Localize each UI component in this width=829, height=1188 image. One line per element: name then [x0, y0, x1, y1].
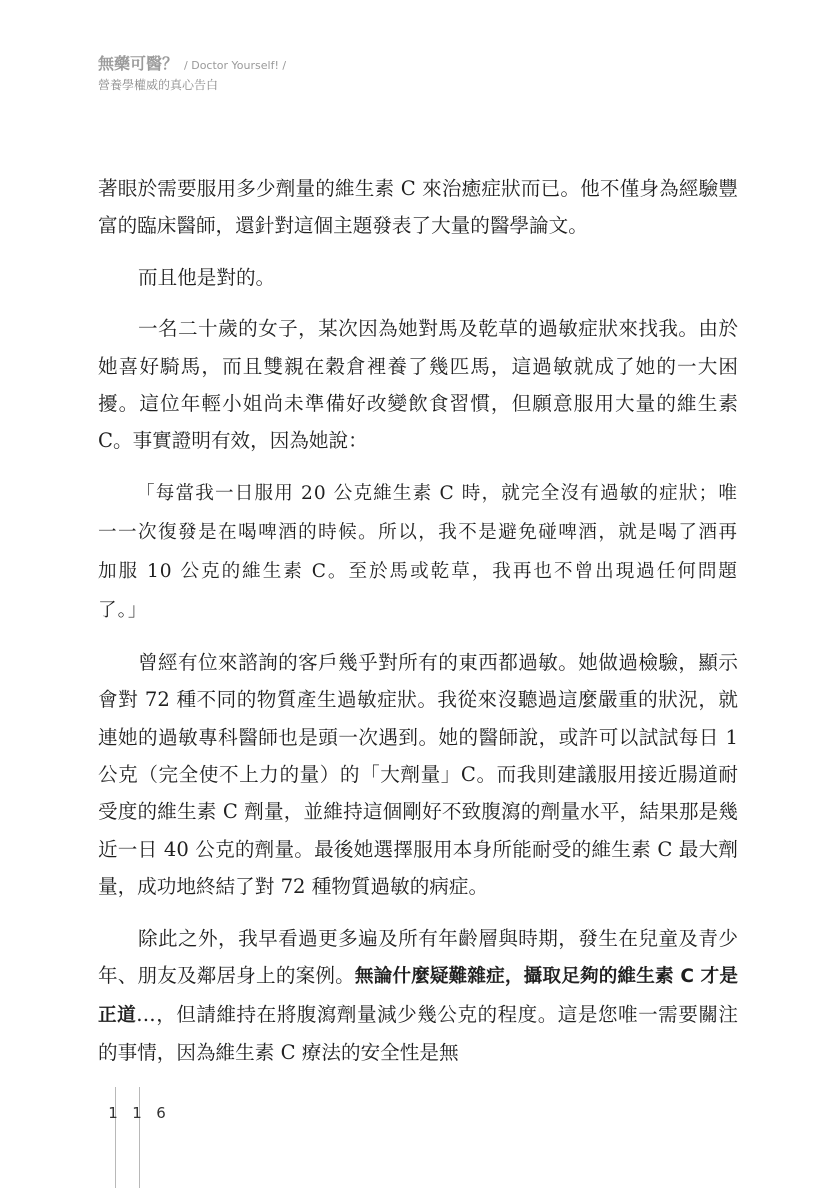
running-header: [98, 55, 286, 93]
footer-divider-left: [115, 1087, 116, 1188]
paragraph-2: 而且他是對的。: [138, 265, 276, 289]
book-subtitle: / Doctor Yourself! /: [184, 59, 287, 72]
page-digit-2: 1: [132, 1104, 142, 1122]
paragraph-5-end: …，但請維持在將腹瀉劑量減少幾公克的程度。這是您唯一需要關注的事情，因為維生素 C 療法的安全性是無: [98, 1002, 738, 1064]
header-line1: [98, 55, 286, 75]
page-digit-1: 1: [108, 1104, 118, 1122]
page-digit-3: 6: [156, 1104, 166, 1122]
paragraph-3: 一名二十歲的女子，某次因為她對馬及乾草的過敏症狀來找我。由於她喜好騎馬，而且雙親在穀倉裡養了幾匹馬，這過敏就成了她的一大困擾。這位年輕小姐尚未準備好改變飲食習慣，但願意服用大量的維生素 C。事實證明有效，因為她說：: [98, 317, 738, 453]
paragraph-5: [98, 920, 738, 1072]
book-title: 無藥可醫？: [98, 54, 179, 73]
quote-block: 「每當我一日服用 20 公克維生素 C 時，就完全沒有過敏的症狀；唯一一次復發是在喝啤酒的時候。所以，我不是避免碰啤酒，就是喝了酒再加服 10 公克的維生素 C。至於馬或乾草，我再也不曾出現過任何問題了。」: [98, 482, 738, 621]
paragraph-5-bold: 無論什麼疑難雜症，攝取足夠的維生素 C 才是正道: [98, 966, 739, 1026]
book-tagline: 營養學權威的真心告白: [98, 78, 219, 92]
footer-divider-right: [139, 1087, 140, 1188]
paragraph-1: 著眼於需要服用多少劑量的維生素 C 來治癒症狀而已。他不僅身為經驗豐富的臨床醫師，還針對這個主題發表了大量的醫學論文。: [98, 177, 738, 238]
paragraph-5-start: 除此之外，我早看過更多遍及所有年齡層與時期，發生在兒童及青少年、朋友及鄰居身上的案例。: [98, 926, 738, 988]
page-body: [98, 170, 738, 1085]
page-number: [101, 1104, 173, 1122]
paragraph-4: 曾經有位來諮詢的客戶幾乎對所有的東西都過敏。她做過檢驗，顯示會對 72 種不同的物質產生過敏症狀。我從來沒聽過這麼嚴重的狀況，就連她的過敏專科醫師也是頭一次遇到。她的醫師說，或許可以試試每日 1 公克（完全使不上力的量）的「大劑量」C。而我則建議服用接近腸道耐受度的維生素 C 劑量，並維持這個剛好不致腹瀉的劑量水平，結果那是幾近一日 40 公克的劑量。最後她選擇服用本身所能耐受的維生素 C 最大劑量，成功地終結了對 72 種物質過敏的病症。: [98, 650, 738, 899]
